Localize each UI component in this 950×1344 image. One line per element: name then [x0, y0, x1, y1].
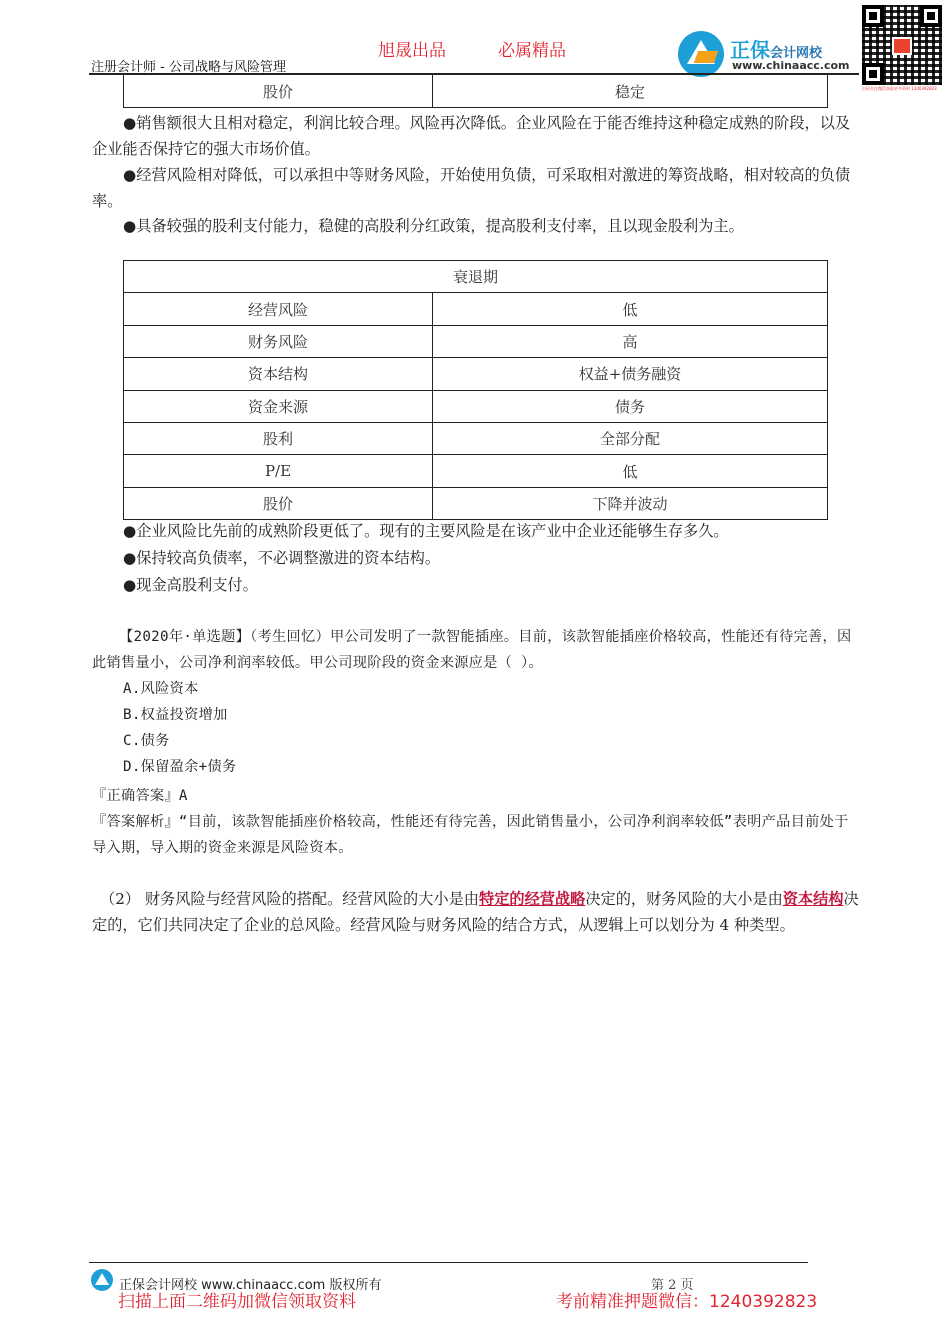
logo-name: 正保会计网校 [730, 38, 823, 62]
qr-caption: 扫码关注微信获取更多资料 1240392823 [862, 86, 937, 91]
table-row [124, 358, 828, 390]
bullet-paragraph: ●具备较强的股利支付能力，稳健的高股利分红政策，提高股利支付率，且以现金股利为主。 [123, 217, 744, 235]
footer-divider [89, 1262, 808, 1263]
table-cell-value: 下降并波动 [433, 487, 828, 519]
question-stem: 【2020年·单选题】（考生回忆）甲公司发明了一款智能插座。目前，该款智能插座价格较高，性能还有待完善，因此销售量小，公司净利润率较低。甲公司现阶段的资金来源应是（ ）。 [92, 629, 852, 671]
table-cell-value: 低 [433, 455, 828, 487]
table-row [124, 390, 828, 422]
correct-answer: 『正确答案』A [92, 788, 188, 804]
table-cell-label: 财务风险 [124, 325, 433, 357]
brand-tagline-right: 必属精品 [498, 41, 566, 61]
highlight-term: 资本结构 [782, 890, 844, 908]
bullet-paragraph: ●经营风险相对降低，可以承担中等财务风险，开始使用负债，可采取相对激进的筹资战略，相对较高的负债率。 [92, 166, 851, 210]
bullet-paragraph: ●销售额很大且相对稳定，利润比较合理。风险再次降低。企业风险在于能否维持这种稳定成熟的阶段，以及企业能否保持它的强大市场价值。 [92, 114, 851, 158]
table-title: 衰退期 [124, 261, 828, 293]
brand-tagline-left: 旭晟出品 [378, 41, 446, 61]
table-row [124, 487, 828, 519]
table-cell-value: 全部分配 [433, 422, 828, 454]
table-row [124, 455, 828, 487]
page-number: 第 2 页 [651, 1278, 694, 1293]
table-cell-label: 资金来源 [124, 390, 433, 422]
table-row [124, 75, 828, 108]
table-row [124, 293, 828, 325]
table-cell-value: 高 [433, 325, 828, 357]
table-cell-label: 经营风险 [124, 293, 433, 325]
table-cell-value: 债务 [433, 390, 828, 422]
option-c: C.债务 [123, 733, 170, 749]
decline-stage-table [123, 260, 828, 520]
bullet-paragraph: ●现金高股利支付。 [123, 576, 258, 594]
chinaacc-logo [678, 31, 858, 79]
maturity-table-tail [123, 74, 828, 108]
table-cell-value: 权益+债务融资 [433, 358, 828, 390]
promo-left: 扫描上面二维码加微信领取资料 [118, 1292, 356, 1312]
promo-right: 考前精准押题微信：1240392823 [556, 1292, 818, 1312]
bullet-paragraph: ●企业风险比先前的成熟阶段更低了。现有的主要风险是在该产业中企业还能够生存多久。 [123, 522, 729, 540]
option-a: A.风险资本 [123, 681, 199, 697]
logo-mark-icon [678, 31, 724, 77]
logo-url: www.chinaacc.com [732, 59, 850, 72]
answer-analysis: 『答案解析』“目前，该款智能插座价格较高，性能还有待完善，因此销售量小，公司净利润率较低”表明产品目前处于导入期，导入期的资金来源是风险资本。 [92, 814, 849, 856]
table-row [124, 422, 828, 454]
table-cell-label: P/E [124, 455, 433, 487]
option-b: B.权益投资增加 [123, 707, 228, 723]
table-cell-value: 稳定 [433, 75, 828, 108]
highlight-term: 特定的经营战略 [479, 890, 586, 908]
table-cell-label: 股价 [124, 75, 433, 108]
table-row [124, 325, 828, 357]
footer-copyright: 正保会计网校 www.chinaacc.com 版权所有 [119, 1278, 382, 1293]
table-header-row [124, 261, 828, 293]
table-cell-value: 低 [433, 293, 828, 325]
footer-logo-icon [91, 1269, 113, 1291]
qr-code-icon [862, 5, 942, 85]
table-cell-label: 股价 [124, 487, 433, 519]
section-paragraph: （2） 财务风险与经营风险的搭配。经营风险的大小是由特定的经营战略决定的，财务风险的大小是由资本结构决定的，它们共同决定了企业的总风险。经营风险与财务风险的结合方式，从逻辑上可以划分为 4 种类型。 [92, 890, 859, 934]
table-cell-label: 股利 [124, 422, 433, 454]
table-cell-label: 资本结构 [124, 358, 433, 390]
bullet-paragraph: ●保持较高负债率，不必调整激进的资本结构。 [123, 549, 441, 567]
course-title: 注册会计师 - 公司战略与风险管理 [91, 60, 286, 75]
option-d: D.保留盈余+债务 [123, 759, 237, 775]
